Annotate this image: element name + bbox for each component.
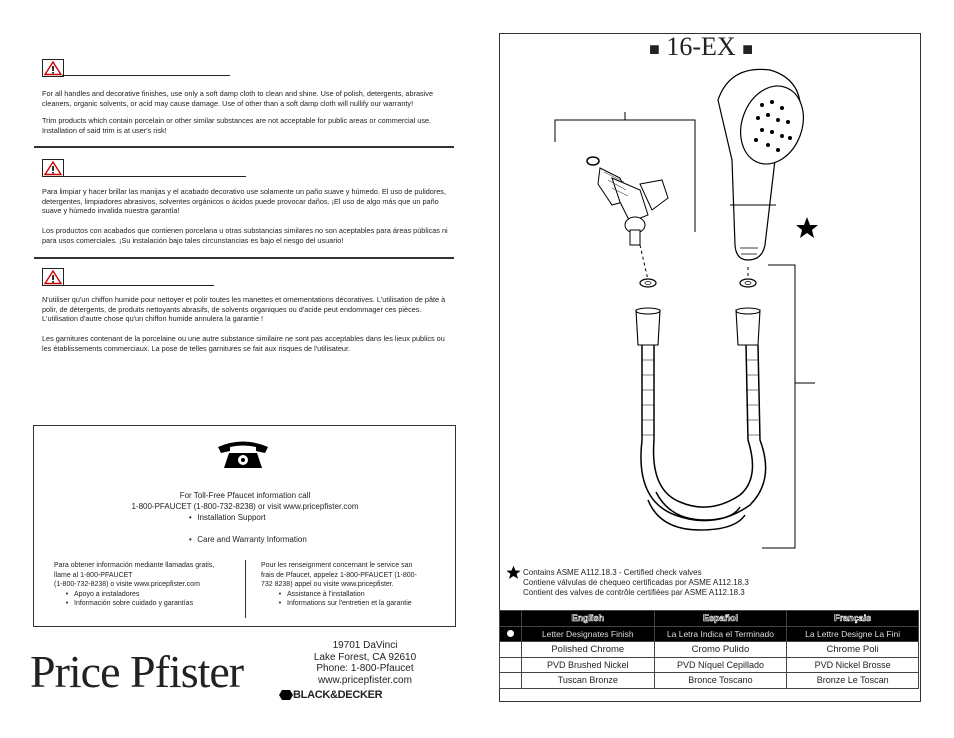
support-item: • Informations sur l'entretien et la garantie	[273, 599, 449, 609]
address-street: 19701 DaVinci	[332, 640, 398, 651]
table-cell: Tuscan Bronze	[521, 673, 654, 689]
support-item: • Apoyo a instaladores	[60, 590, 244, 600]
table-cell	[500, 673, 522, 689]
french-warning-para-2: Les garnitures contenant de la porcelaine ou une autre substance similaire ne sont pas acceptables dans les lieux publics ou les établissements commerciaux. La pose de telles garnitures se fait aux risques de l'utilisateur.	[42, 334, 445, 353]
dot-icon	[507, 630, 514, 637]
french-contact-line-1: Pour les renseignment concernant le service san	[261, 562, 413, 569]
address-city: Lake Forest, CA 92610	[313, 651, 417, 663]
certification-notes	[523, 568, 903, 598]
note-english: Contains ASME A112.18.3 - Certified check valves	[523, 568, 702, 577]
warning-icon	[42, 159, 64, 177]
support-item: • Care and Warranty Information	[183, 534, 307, 545]
section-divider	[34, 257, 454, 259]
address-phone: Phone: 1-800-Pfaucet	[316, 663, 414, 674]
subheader-cell: La Letra Indica el Terminado	[654, 626, 787, 642]
heading-underline	[62, 75, 230, 76]
table-cell: PVD Brushed Nickel	[521, 657, 654, 673]
spanish-warning-para-1: Para limpiar y hacer brillar las manijas y el acabado decorativo use solamente un paño suave y húmedo. El uso de pulidores, detergentes, limpiadores abrasivos, solventes orgánicos o ácidos puede provocar daños. ¡El uso de algo más que un paño suave y húmedo invalida nuestra garantía!	[42, 187, 446, 216]
model-number: 16-EX	[666, 32, 736, 61]
subheader-cell: Letter Designates Finish	[521, 626, 654, 642]
french-contact-line-3: 732 8238) appel ou visite www.pricepfister.	[261, 581, 394, 588]
title-square-right: ■	[742, 39, 754, 59]
black-decker-logo: BLACK&DECKER	[293, 689, 383, 701]
header-label: Español	[702, 613, 738, 624]
telephone-icon	[215, 438, 271, 470]
english-warning-para-2: Trim products which contain porcelain or other similar substances are not acceptable for public areas or commercial use. Installation of said trim is at user's risk!	[42, 116, 432, 135]
table-row	[500, 673, 919, 689]
title-square-left: ■	[649, 39, 660, 59]
table-cell	[500, 642, 522, 658]
support-item: • Assistance à l'installation	[273, 590, 449, 600]
table-cell: PVD Nickel Brosse	[787, 657, 919, 673]
warning-icon	[42, 59, 64, 77]
table-header-row	[500, 611, 919, 627]
english-warning-para-1: For all handles and decorative finishes, use only a soft damp cloth to clean and shine. Use of polish, detergents, abrasive cleaners, organic solvents, or acid may cause damage. Use of other than a soft damp cloth will nullify our warranty!	[42, 89, 434, 108]
table-cell: Chrome Poli	[787, 642, 919, 658]
table-cell: Bronze Le Toscan	[787, 673, 919, 689]
parts-diagram	[500, 60, 920, 560]
toll-free-line-1: For Toll-Free Pfaucet information call	[179, 491, 311, 500]
company-address	[290, 640, 440, 686]
header-english	[521, 611, 654, 627]
header-french	[787, 611, 919, 627]
table-cell: Polished Chrome	[521, 642, 654, 658]
table-cell: Bronce Toscano	[654, 673, 787, 689]
header-label: Français	[834, 613, 872, 624]
french-warning-para-1: N'utiliser qu'un chiffon humide pour nettoyer et polir toutes les manettes et ornementations décoratives. L'utilisation de pâte à polir, de détergents, de produits nettoyants abrasifs, de solvents organiques ou d'acide peut endommager ces pièces. L'utilisation d'autre chose qu'un chiffon humide annulera la garantie !	[42, 295, 446, 324]
table-cell: PVD Níquel Cepillado	[654, 657, 787, 673]
table-cell: Cromo Pulido	[654, 642, 787, 658]
toll-free-info-english	[40, 490, 450, 545]
address-web: www.pricepfister.com	[318, 674, 412, 686]
subheader-cell: La Lettre Designe La Fini	[787, 626, 919, 642]
heading-underline	[62, 285, 214, 286]
support-item: • Información sobre cuidado y garantías	[60, 599, 244, 609]
table-subheader-row	[500, 626, 919, 642]
warning-icon	[42, 268, 64, 286]
french-contact-line-2: frais de Pfaucet, appelez 1-800-PFAUCET (1-800-	[261, 571, 417, 579]
table-row	[500, 657, 919, 673]
toll-free-info-spanish	[54, 561, 244, 609]
spanish-contact-line-1: Para obtener información mediante llamadas gratis,	[54, 562, 215, 569]
header-blank	[500, 611, 522, 627]
heading-underline	[62, 176, 246, 177]
price-pfister-logo: Price Pfister	[30, 646, 244, 697]
support-item: • Installation Support	[183, 512, 307, 523]
spanish-warning-para-2: Los productos con acabados que contienen porcelana u otras substancias similares no son aceptables para áreas públicas ni para usos comerciales. ¡Su instalación bajo tales circunstancias es bajo el riesgo del usuario!	[42, 226, 448, 245]
note-spanish: Contiene válvulas de chequeo certificadas por ASME A112.18.3	[523, 578, 749, 587]
header-label: English	[571, 613, 605, 624]
spanish-contact-line-2: llame al 1-800-PFAUCET	[54, 571, 133, 579]
table-cell	[500, 657, 522, 673]
black-decker-hexagon-icon	[279, 689, 293, 701]
column-divider	[245, 560, 246, 618]
spanish-contact-line-3: (1-800-732-8238) o visite www.pricepfister.com	[54, 581, 200, 588]
finish-table	[499, 610, 919, 689]
finish-dot-cell	[500, 626, 522, 642]
header-spanish	[654, 611, 787, 627]
note-french: Contient des valves de contrôle certifiées par ASME A112.18.3	[523, 588, 745, 597]
section-divider	[34, 146, 454, 148]
toll-free-line-2: 1-800-PFAUCET (1-800-732-8238) or visit www.pricepfister.com	[131, 502, 359, 511]
model-title	[649, 32, 753, 62]
star-icon	[506, 565, 521, 580]
table-row	[500, 642, 919, 658]
toll-free-info-french	[261, 561, 449, 609]
